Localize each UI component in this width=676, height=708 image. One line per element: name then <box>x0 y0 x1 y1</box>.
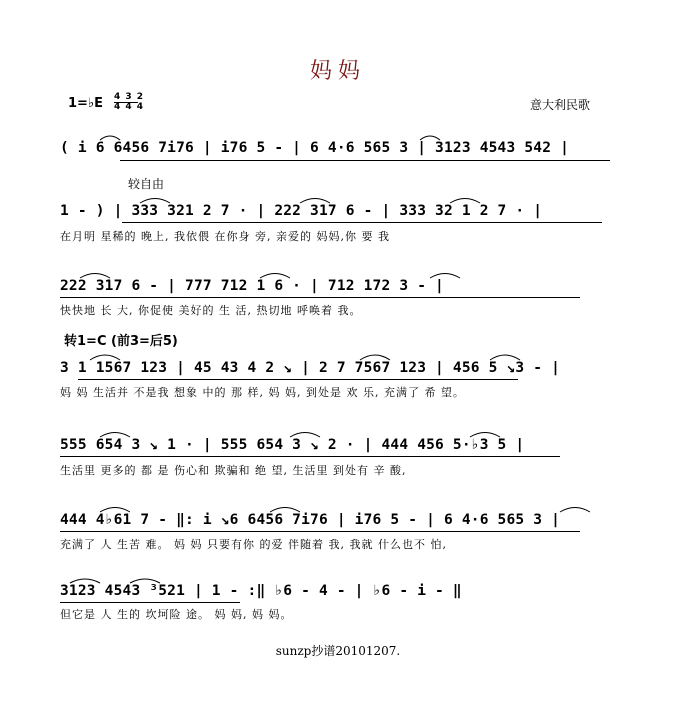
score-row-6-lyrics: 充满了 人 生苦 难。 妈 妈 只要有你 的爱 伴随着 我, 我就 什么也不 怕, <box>60 538 447 551</box>
score-row-5-notes: 555 654 3 ↘ 1 · | 555 654 3 ↘ 2 · | 444 456 5·♭3 5 | <box>60 437 525 453</box>
score-row-2-lyrics: 在月明 星稀的 晚上, 我依偎 在你身 旁, 亲爱的 妈妈,你 要 我 <box>60 230 390 243</box>
tempo-mark: 较自由 <box>128 177 165 191</box>
score-row-4-lyrics: 妈 妈 生活并 不是我 想象 中的 那 样, 妈 妈, 到处是 欢 乐, 充满了 希 望。 <box>60 386 465 399</box>
song-origin: 意大利民歌 <box>529 98 590 112</box>
page-title: 妈妈 <box>309 59 366 84</box>
key-signature: 1=♭E <box>68 96 103 111</box>
score-row-5-lyrics: 生活里 更多的 都 是 伤心和 欺骗和 绝 望, 生活里 到处有 辛 酸, <box>60 464 407 477</box>
score-row-3-notes: 222 317 6 - | 777 712 1 6 · | 712 172 3 - | <box>60 278 444 294</box>
meter-numerators: 4 3 2 <box>114 92 145 102</box>
score-row-1-notes: ( i 6 6456 7i76 | i76 5 - | 6 4·6 565 3 | 3123 4543 542 | <box>60 140 569 156</box>
score-row-3-lyrics: 快快地 长 大, 你促使 美好的 生 活, 热切地 呼唤着 我。 <box>60 304 362 317</box>
meter-denominators: 4 4 4 <box>114 102 145 112</box>
modulation-mark: 转1=C (前3=后5) <box>64 334 178 349</box>
score-row-7-notes: 3123 4543 ³521 | 1 - :‖ ♭6 - 4 - | ♭6 - i - ‖ <box>60 583 462 599</box>
transcriber-credit: sunzp抄谱20101207. <box>275 644 401 658</box>
score-row-4-notes: 3 1 1567 123 | 45 43 4 2 ↘ | 2 7 7567 123 | 456 5 ↘3 - | <box>60 360 561 376</box>
score-row-7-lyrics: 但它是 人 生的 坎坷险 途。 妈 妈, 妈 妈。 <box>60 608 293 621</box>
score-row-2-notes: 1 - ) | 333 321 2 7 · | 222 317 6 - | 333 32 1 2 7 · | <box>60 203 543 219</box>
score-row-6-notes: 444 4♭61 7 - ‖: i ↘6 6456 7i76 | i76 5 - | 6 4·6 565 3 | <box>60 512 561 528</box>
